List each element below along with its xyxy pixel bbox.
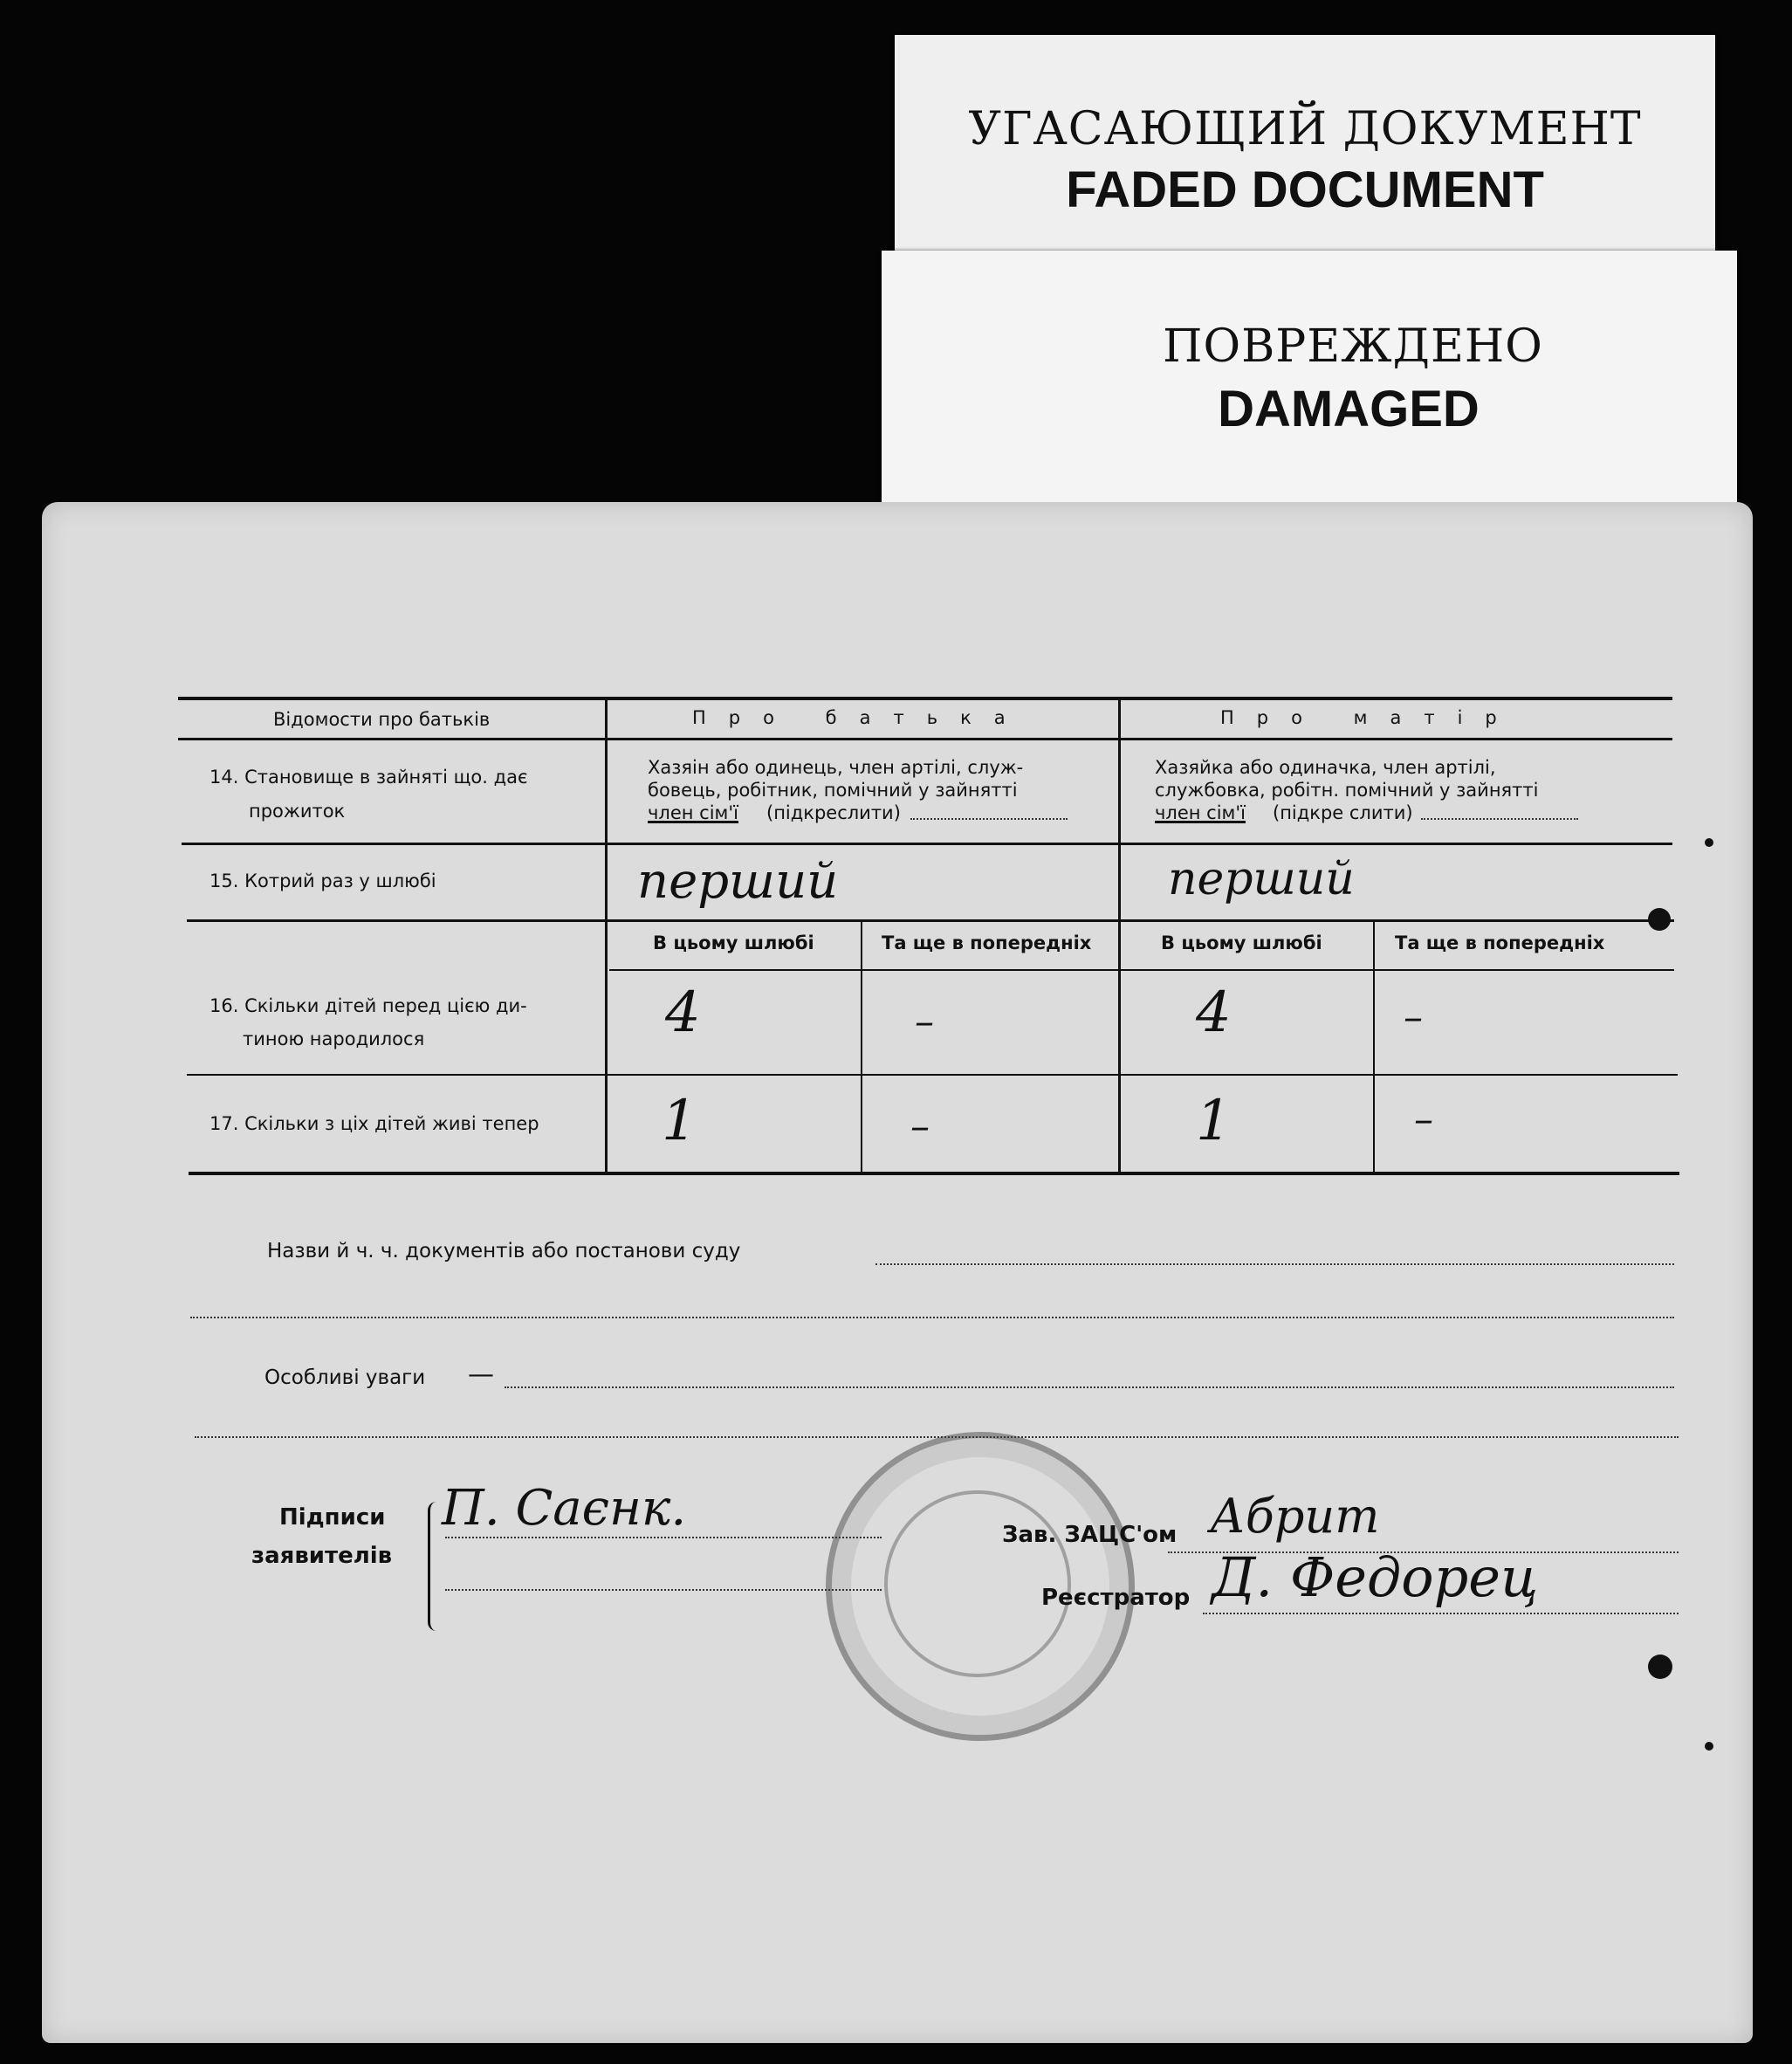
applicant-sign-line-2 <box>445 1589 882 1591</box>
row17-father-prev: – <box>910 1104 930 1149</box>
header-father: Про батька <box>692 707 1028 728</box>
row14-mother-dotline <box>1421 818 1578 820</box>
remarks-line-1 <box>505 1386 1674 1388</box>
row15-rule <box>187 919 1674 922</box>
registrar-signature: Д. Федорец <box>1212 1545 1539 1609</box>
subheader-mother-this-marriage: В цьому шлюбі <box>1161 932 1322 953</box>
head-registry-signature: Абрит <box>1210 1489 1380 1544</box>
row17-label: 17. Скільки з ціх дітей живі тепер <box>209 1113 539 1134</box>
applicants-brace <box>428 1502 443 1631</box>
subheader-father-this-marriage: В цьому шлюбі <box>653 932 814 953</box>
subheader-rule <box>609 969 1674 971</box>
row16-father-prev: – <box>915 1000 934 1044</box>
applicants-label-line2: заявителів <box>251 1543 393 1569</box>
paper-spot <box>1648 908 1671 931</box>
col-divider-label <box>605 698 608 1174</box>
row14-father-dotline <box>910 818 1068 820</box>
applicant-signature: П. Саєнк. <box>442 1480 687 1537</box>
subheader-father-previous: Та ще в попередніх <box>882 932 1092 953</box>
row14-mother-underline-note: (підкре слити) <box>1273 802 1413 823</box>
documents-line-1 <box>875 1263 1674 1265</box>
row14-mother-family-member: член сім'ї <box>1155 802 1246 823</box>
row16-rule <box>187 1074 1678 1076</box>
row15-label: 15. Котрий раз у шлюбі <box>209 870 436 891</box>
remarks-value: — <box>468 1359 494 1390</box>
row14-mother-line1: Хазяйка або одиначка, член артілі, <box>1155 757 1496 778</box>
row17-father-this: 1 <box>662 1089 697 1153</box>
head-registry-label: Зав. ЗАЦС'ом <box>1002 1522 1178 1548</box>
row15-mother-handwritten: перший <box>1168 853 1355 905</box>
row14-father-family-member: член сім'ї <box>648 802 738 823</box>
damaged-label-en: DAMAGED <box>1218 381 1480 437</box>
row17-mother-prev: – <box>1414 1097 1433 1142</box>
documents-line-2 <box>190 1317 1674 1318</box>
row16-mother-prev: – <box>1404 995 1423 1040</box>
col-divider-mother-sub <box>1373 919 1375 1174</box>
applicants-label-line1: Підписи <box>279 1504 386 1531</box>
row14-rule <box>182 843 1672 845</box>
row14-father-line1: Хазяін або одинець, член артілі, служ- <box>648 757 1024 778</box>
row16-mother-this: 4 <box>1196 980 1232 1045</box>
row14-label-line2: прожиток <box>249 801 346 822</box>
header-parents-info: Відомости про батьків <box>273 709 491 730</box>
applicant-sign-line-1 <box>445 1537 882 1538</box>
faded-document-label <box>895 35 1715 279</box>
registrar-sign-line <box>1203 1613 1679 1614</box>
paper-spot <box>1705 838 1713 847</box>
paper-spot <box>1648 1655 1672 1679</box>
documents-label: Назви й ч. ч. документів або постанови суду <box>267 1240 741 1262</box>
row16-label-line1: 16. Скільки дітей перед цією ди- <box>209 995 527 1016</box>
faded-label-ru: УГАСАЮЩИЙ ДОКУМЕНТ <box>968 103 1642 155</box>
header-rule <box>178 738 1672 740</box>
stamp-inner-ring <box>884 1490 1071 1677</box>
col-divider-parents <box>1118 698 1121 1174</box>
damaged-document-label <box>882 251 1737 521</box>
col-divider-father-sub <box>861 919 862 1174</box>
row14-father-line2: бовець, робітник, помічний у зайнятті <box>648 780 1018 801</box>
faded-label-en: FADED DOCUMENT <box>1066 162 1544 218</box>
document-sheet <box>42 502 1753 2043</box>
row14-mother-line2: службовка, робітн. помічний у зайнятті <box>1155 780 1539 801</box>
remarks-label: Особливі уваги <box>264 1366 426 1389</box>
row14-label-line1: 14. Становище в зайняті що. дає <box>209 767 528 788</box>
row15-father-handwritten: перший <box>637 853 839 910</box>
subheader-mother-previous: Та ще в попередніх <box>1395 932 1605 953</box>
header-mother: Про матір <box>1220 707 1520 728</box>
paper-spot <box>1705 1742 1713 1751</box>
row16-label-line2: тиною народилося <box>243 1029 425 1049</box>
row16-father-this: 4 <box>665 980 701 1045</box>
table-top-rule <box>178 697 1672 700</box>
damaged-label-ru: ПОВРЕЖДЕНО <box>1163 320 1543 373</box>
row14-father-underline-note: (підкреслити) <box>766 802 901 823</box>
row17-mother-this: 1 <box>1196 1089 1232 1153</box>
registrar-label: Реєстратор <box>1041 1585 1191 1611</box>
table-bottom-rule <box>189 1172 1679 1175</box>
